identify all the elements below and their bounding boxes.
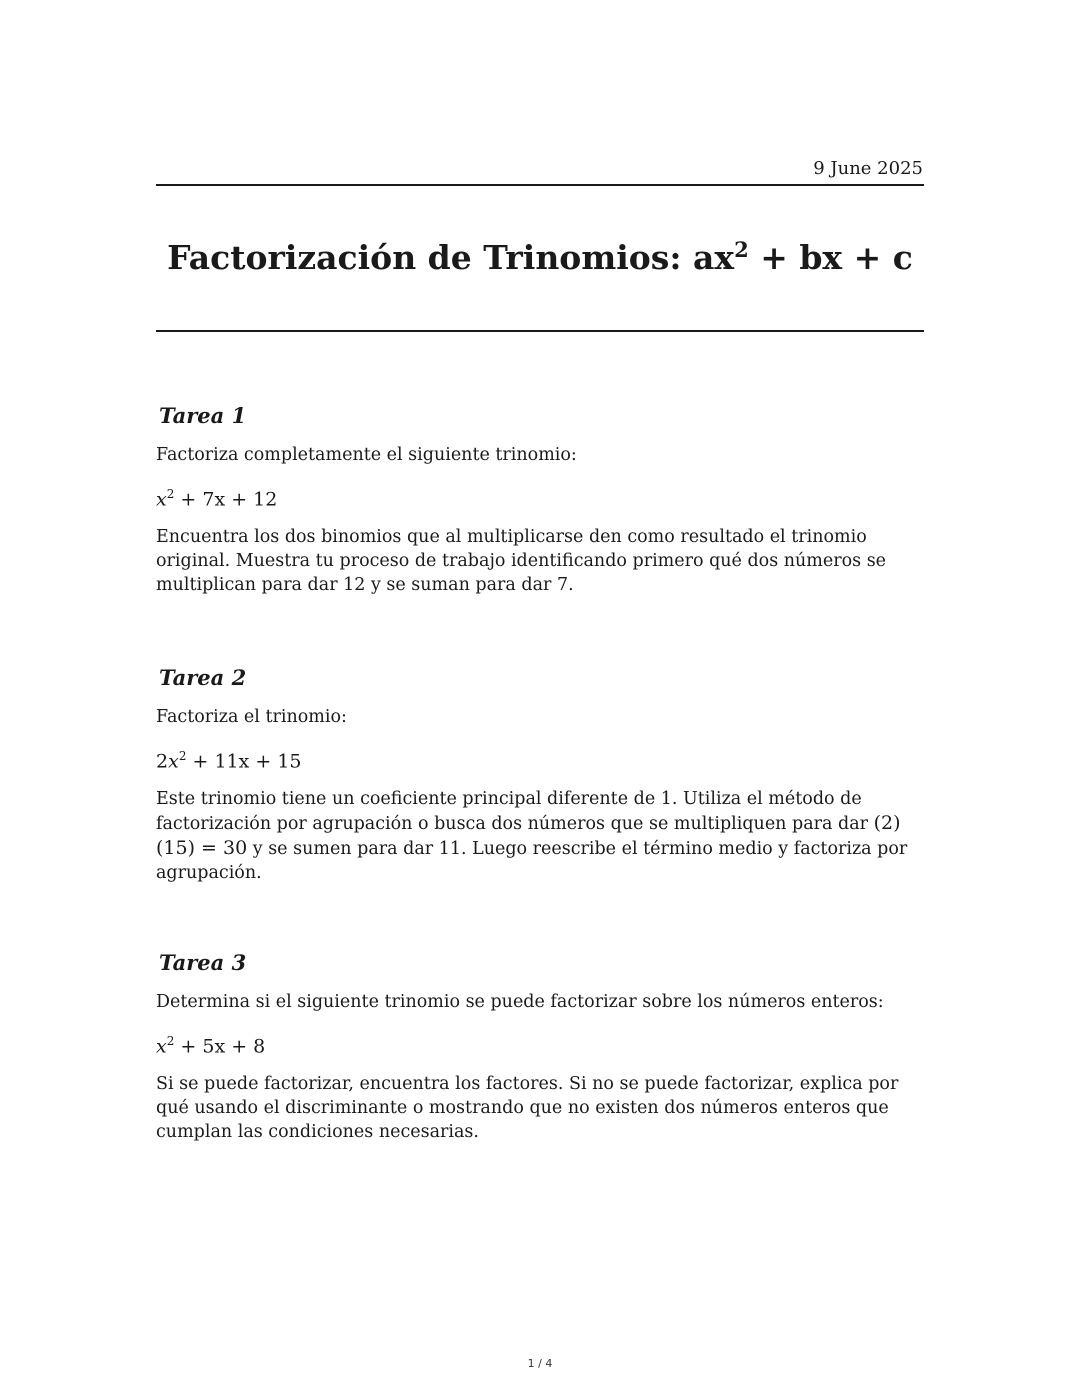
task-description — [156, 787, 924, 885]
formula-lead: 2 — [156, 750, 169, 773]
document-title — [0, 228, 1080, 280]
title-exponent: 2 — [734, 237, 749, 262]
formula-variable: x — [168, 750, 179, 773]
task-title: Tarea 3 — [159, 950, 247, 975]
description-part: Este trinomio tiene un coeficiente principal diferente de 1. Utiliza el método de factorización por agrupación o busca dos números que se multipliquen para dar — [156, 789, 874, 835]
formula-tail: + 7x + 12 — [174, 488, 278, 511]
title-rule — [156, 330, 924, 332]
task-formula — [156, 481, 924, 512]
header-rule — [156, 184, 924, 186]
task-prompt: Factoriza completamente el siguiente trinomio: — [156, 445, 577, 465]
formula-exponent: 2 — [178, 749, 187, 763]
formula-exponent: 2 — [166, 487, 175, 501]
inline-math: (2)(15) = 30 — [156, 812, 901, 860]
task-2 — [156, 664, 924, 885]
task-title: Tarea 1 — [159, 403, 247, 428]
title-main: Factorización de Trinomios: ax — [167, 238, 735, 277]
formula-exponent: 2 — [166, 1034, 175, 1048]
task-description: Si se puede factorizar, encuentra los factores. Si no se puede factorizar, explica por qué usando el discriminante o mostrando que no existen dos números enteros que cumplan las condiciones necesarias. — [156, 1074, 899, 1143]
formula-variable: x — [156, 1035, 167, 1058]
task-prompt: Factoriza el trinomio: — [156, 707, 347, 727]
task-description: Encuentra los dos binomios que al multiplicarse den como resultado el trinomio original. Muestra tu proceso de trabajo identificando primero qué dos números se multiplican para dar 12 y se suman para dar 7. — [156, 527, 887, 596]
task-formula — [156, 743, 924, 774]
task-formula — [156, 1028, 924, 1059]
formula-variable: x — [156, 488, 167, 511]
page-number: 1 / 4 — [527, 1357, 553, 1370]
formula-tail: + 11x + 15 — [186, 750, 302, 773]
task-title: Tarea 2 — [159, 665, 247, 690]
task-3 — [156, 949, 924, 1144]
formula-tail: + 5x + 8 — [174, 1035, 266, 1058]
title-rest: + bx + c — [748, 238, 913, 277]
document-date: 9 June 2025 — [813, 158, 923, 179]
task-1 — [156, 402, 924, 597]
description-part: y se sumen para dar 11. Luego reescribe el término medio y factoriza por agrupación. — [156, 839, 908, 884]
task-prompt: Determina si el siguiente trinomio se puede factorizar sobre los números enteros: — [156, 992, 884, 1012]
